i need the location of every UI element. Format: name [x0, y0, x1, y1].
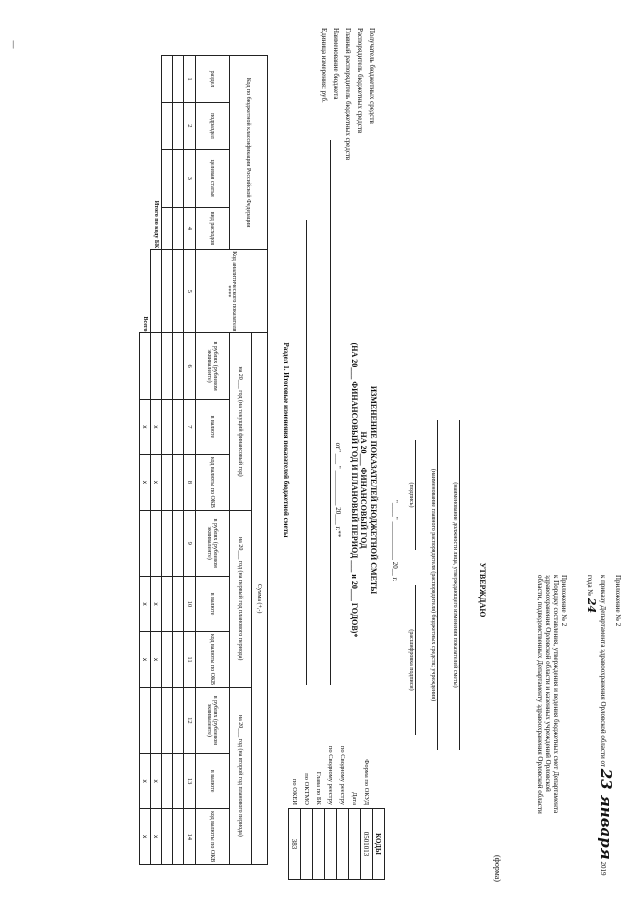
- table-row: [173, 56, 184, 865]
- appendix-order: Приложение № 2 к приказу Департамента здравоохранения Орловской области от 23 января 2019 года № 24: [584, 575, 622, 876]
- total-kbk-row: Итого по коду БК x x x x x x: [151, 56, 162, 865]
- table-row: [162, 56, 173, 865]
- codes-header: КОДЫ: [373, 809, 385, 880]
- field-labels: Получатель бюджетных средств Распорядитель бюджетных средств Главный распорядитель бюджетных средств Наименование бюджета Единица измерения: руб.: [320, 28, 376, 161]
- codes-table: КОДЫ Форма по ОКУД 0501013 Дата по Сводному реестру по Сводному реестру Глава по БК по ОКТМО по ОКЕИ 383: [288, 725, 385, 880]
- grand-total-row: Всего x x x x x x: [140, 56, 151, 865]
- kbk-header: Код по бюджетной классификации Российской Федерации: [230, 56, 268, 250]
- sum-header: Сумма (+,-): [252, 333, 268, 865]
- handwritten-number: 24: [584, 597, 598, 614]
- document-date: от" ___ " __________ 20___ г.**: [334, 442, 342, 538]
- changes-table: Код по бюджетной классификации Российской Федерации Код аналитического показателя **** Сумма (+,-) на 20___ год (на текущий финансовый год) на 20___ год (на первый год планового периода) на 20___ год (на второй год планового периода) раздел подраздел целевая статья вид расходов в рублях (рублевом эквиваленте) в валюте код валюты по ОКВ в рублях (рублевом эквиваленте) в валюте код валюты по ОКВ в рублях (рублевом эквиваленте) в валюте код валюты по ОКВ 1 2 3 4 5 6 7 8 9 10 11 12 13 14 Итого по коду БК x x x x x x Всего x x x x x x: [139, 55, 268, 865]
- rotated-sheet: Приложение № 2 к приказу Департамента здравоохранения Орловской области от 23 января 2019 года № 24 Приложение № 2 к Порядку составления, утверждения и ведения бюджетных смет Департамента здравоохранения Орловской области и казенных учреждений Орловской области, подведомственных Департаменту здравоохранения Орловской области (форма) УТВЕРЖДАЮ (наименование должности лица, утверждающего изменения показателей сметы) (наименование главного распорядителя (распорядителя) бюджетных средств; учреждения) (подпись) (расшифровка подписи) "____" ___________ 20__ г. ИЗМЕНЕНИЕ ПОКАЗАТЕЛЕЙ БЮДЖЕТНОЙ СМЕТЫ НА 20___ ФИНАНСОВЫЙ ГОД (НА 20___ ФИНАНСОВЫЙ ГОД И ПЛАНОВЫЙ ПЕРИОД ___ и 20___ ГОДОВ)* от" ___ " __________ 20___ г.** КОДЫ Форма по ОКУД 0501013 Дата по Сводному реестру по Сводному реестру Глава по БК по ОКТМО по ОКЕИ 383 Получатель бюджетных средств Распорядитель бюджетных средств Главный распорядитель бюджетных средств Наименование бюджета Единица измерения: руб. Раздел 1. Итоговые изменения показателей бюджетной сметы Код по бюджетной классификации Российской Федерации Код аналитического показателя **** Сумма (+,-) на 20___ год (на текущий финансовый год) на 20___ год (на первый год планового периода) на 20___ год (на второй год планового периода) раздел подраздел целевая статья вид расходов в рублях (рублевом эквиваленте) в валюте код валюты по ОКВ в рублях (рублевом эквиваленте) в валюте код валюты по ОКВ в рублях (рублевом эквиваленте) в валюте код валюты по ОКВ 1 2 3 4 5 6 7 8 9 10 11 12 13 14 Итого по коду БК x x x x x x Всего x x x x x x —: [0, 0, 640, 905]
- code-date: [349, 809, 361, 880]
- appendix-procedure: Приложение № 2 к Порядку составления, утверждения и ведения бюджетных смет Департамента здравоохранения Орловской области и казенных учреждений Орловской области, подведомственных Департаменту здравоохранения Орловской области: [535, 575, 568, 814]
- analytic-header: Код аналитического показателя ****: [196, 250, 268, 333]
- approve-title: УТВЕРЖДАЮ: [478, 562, 487, 618]
- document-title: ИЗМЕНЕНИЕ ПОКАЗАТЕЛЕЙ БЮДЖЕТНОЙ СМЕТЫ НА 20___ ФИНАНСОВЫЙ ГОД (НА 20___ ФИНАНСОВЫЙ ГОД И ПЛАНОВЫЙ ПЕРИОД ___ и 20___ ГОДОВ)*: [349, 342, 378, 638]
- column-numbers-row: 1 2 3 4 5 6 7 8 9 10 11 12 13 14: [184, 56, 196, 865]
- handwritten-date: 23 января: [596, 768, 615, 860]
- section-title: Раздел 1. Итоговые изменения показателей бюджетной сметы: [282, 342, 290, 538]
- form-mark: (форма): [493, 855, 502, 882]
- code-okud: 0501013: [361, 809, 373, 880]
- scan-tick-mark: —: [8, 40, 18, 49]
- code-okei: 383: [289, 809, 301, 880]
